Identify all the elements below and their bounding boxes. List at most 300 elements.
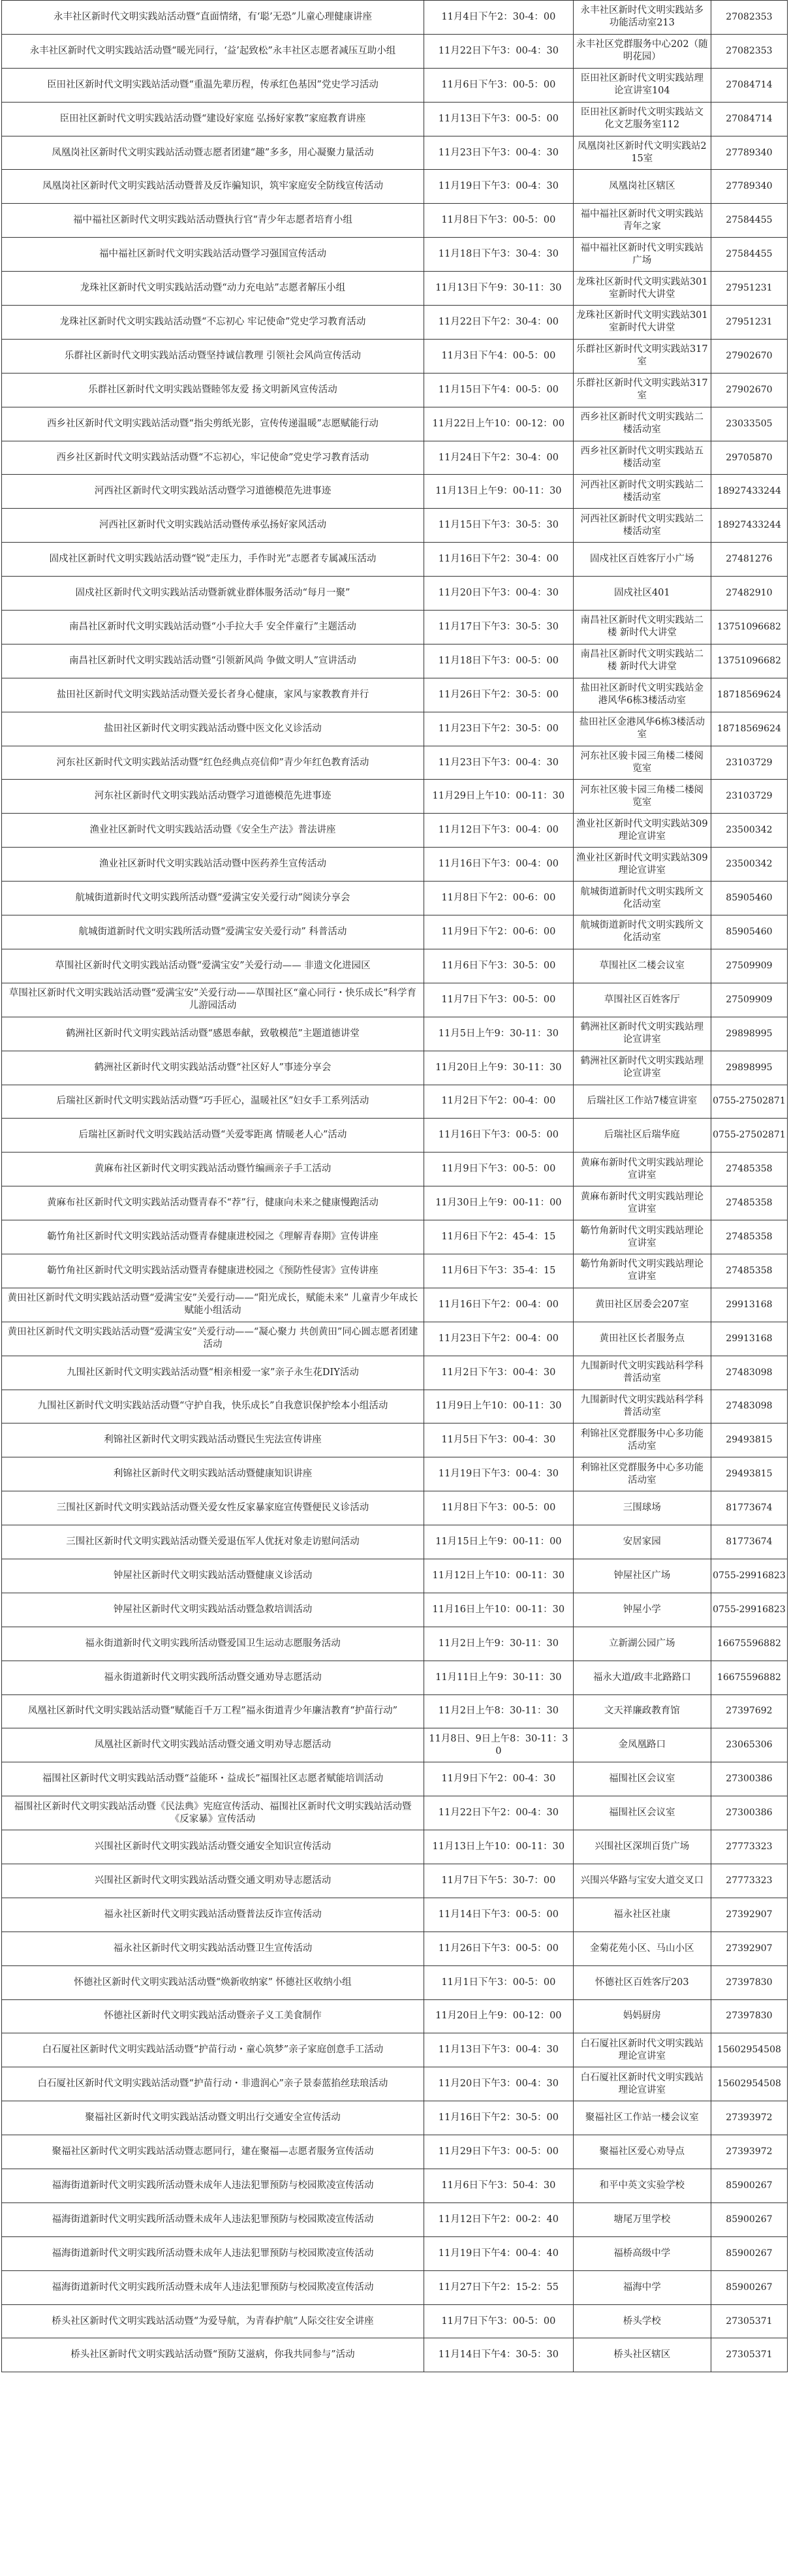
table-row [2,1627,788,1661]
time-cell: 11月14日下午3：00-5：00 [424,1898,573,1932]
phone-cell: 27485358 [711,1220,787,1254]
place-cell: 九围新时代文明实践站科学科普活动室 [573,1356,711,1390]
table-row [2,1,788,35]
phone-cell: 29493815 [711,1423,787,1457]
time-cell: 11月29日上午10：00-11：30 [424,780,573,814]
table-row [2,373,788,407]
phone-cell: 27485358 [711,1153,787,1186]
table-row [2,1051,788,1085]
time-cell: 11月8日、9日上午8：30-11：30 [424,1728,573,1762]
table-row [2,644,788,678]
place-cell: 和平中英文实验学校 [573,2169,711,2203]
place-cell: 黄田社区长者服务点 [573,1322,711,1356]
activity-cell: 渔业社区新时代文明实践站活动暨《安全生产法》普法讲座 [2,814,424,848]
phone-cell: 85905460 [711,915,787,949]
time-cell: 11月16日下午2：30-5：00 [424,2101,573,2135]
time-cell: 11月29日下午3：00-5：00 [424,2135,573,2169]
place-cell: 鹤洲社区新时代文明实践站理论宣讲室 [573,1017,711,1051]
time-cell: 11月9日下午2：00-4：30 [424,1762,573,1796]
place-cell: 臣田社区新时代文明实践站理论宣讲室104 [573,68,711,102]
table-row [2,1322,788,1356]
activity-cell: 福海街道新时代文明实践所活动暨未成年人违法犯罪预防与校园欺凌宣传活动 [2,2270,424,2304]
place-cell: 草围社区百姓客厅 [573,983,711,1017]
place-cell: 永丰社区党群服务中心202（随明花园） [573,34,711,68]
place-cell: 龙珠社区新时代文明实践站301室新时代大讲堂 [573,272,711,306]
activity-cell: 龙珠社区新时代文明实践站活动暨“动力充电站”志愿者解压小组 [2,272,424,306]
time-cell: 11月16日下午3：00-4：00 [424,848,573,882]
table-row [2,306,788,340]
table-row [2,2338,788,2372]
table-row [2,1390,788,1423]
table-row [2,1491,788,1525]
activity-cell: 九围社区新时代文明实践站活动暨“守护自我，快乐成长”自我意识保护绘本小组活动 [2,1390,424,1423]
place-cell: 立新湖公园广场 [573,1627,711,1661]
table-row [2,2169,788,2203]
place-cell: 福海中学 [573,2270,711,2304]
activity-cell: 南昌社区新时代文明实践站活动暨“小手拉大手 安全伴童行”主题活动 [2,611,424,644]
time-cell: 11月23日下午3：00-4：30 [424,136,573,170]
activity-cell: 臣田社区新时代文明实践站活动暨“重温先辈历程，传承红色基因”党史学习活动 [2,68,424,102]
time-cell: 11月7日下午3：00-5：00 [424,2304,573,2338]
phone-cell: 27584455 [711,204,787,238]
table-row [2,238,788,272]
table-row [2,983,788,1017]
time-cell: 11月16日下午2：00-4：00 [424,1288,573,1322]
phone-cell: 16675596882 [711,1627,787,1661]
phone-cell: 27509909 [711,983,787,1017]
place-cell: 固戍社区401 [573,577,711,611]
table-row [2,1017,788,1051]
phone-cell: 27509909 [711,949,787,983]
table-row [2,441,788,475]
phone-cell: 0755-27502871 [711,1085,787,1119]
activity-cell: 西乡社区新时代文明实践站活动暨“不忘初心，牢记使命”党史学习教育活动 [2,441,424,475]
place-cell: 白石厦社区新时代文明实践站理论宣讲室 [573,2067,711,2101]
place-cell: 钟屋小学 [573,1593,711,1627]
table-row [2,1186,788,1220]
time-cell: 11月16日上午10：00-11：30 [424,1593,573,1627]
time-cell: 11月3日下午4：00-5：00 [424,339,573,373]
phone-cell: 27305371 [711,2338,787,2372]
time-cell: 11月4日下午2：30-4：00 [424,1,573,35]
place-cell: 盐田社区新时代文明实践站金港风华6栋3楼活动室 [573,678,711,712]
time-cell: 11月6日下午3：50-4：30 [424,2169,573,2203]
phone-cell: 27902670 [711,373,787,407]
time-cell: 11月26日下午2：30-5：00 [424,678,573,712]
place-cell: 后瑞社区工作站7楼宣讲室 [573,1085,711,1119]
activity-cell: 福中福社区新时代文明实践站活动暨执行官“青少年志愿者培育小组 [2,204,424,238]
time-cell: 11月19日下午3：00-4：30 [424,170,573,204]
phone-cell: 0755-29916823 [711,1559,787,1593]
activity-cell: 永丰社区新时代文明实践站活动暨“直面情绪，有‘聪’无恐”儿童心理健康讲座 [2,1,424,35]
activity-cell: 航城街道新时代文明实践所活动暨“爱满宝安关爱行动” 科普活动 [2,915,424,949]
place-cell: 桥头学校 [573,2304,711,2338]
place-cell: 河西社区新时代文明实践站二楼活动室 [573,475,711,509]
place-cell: 航城街道新时代文明实践所文化活动室 [573,882,711,915]
time-cell: 11月8日下午3：00-5：00 [424,204,573,238]
time-cell: 11月20日下午3：00-4：30 [424,2067,573,2101]
table-row [2,814,788,848]
activity-cell: 南昌社区新时代文明实践站活动暨“引领新风尚 争做文明人”宣讲活动 [2,644,424,678]
activity-cell: 福永社区新时代文明实践站活动暨卫生宣传活动 [2,1932,424,1965]
table-row [2,915,788,949]
table-row [2,2033,788,2067]
table-row [2,272,788,306]
place-cell: 九围新时代文明实践站科学科普活动室 [573,1390,711,1423]
table-row [2,1254,788,1288]
table-row [2,509,788,543]
table-row [2,2135,788,2169]
table-row [2,1830,788,1864]
time-cell: 11月6日下午3：30-5：00 [424,949,573,983]
time-cell: 11月12日下午3：00-4：00 [424,814,573,848]
activity-cell: 白石厦社区新时代文明实践站活动暨“护苗行动・非遗润心”亲子景泰蓝掐丝珐琅活动 [2,2067,424,2101]
activity-cell: 桥头社区新时代文明实践站活动暨“预防艾滋病，你我共同参与”活动 [2,2338,424,2372]
activity-cell: 草围社区新时代文明实践站活动暨“爱满宝安”关爱行动——草围社区“童心同行・快乐成长”科学育儿游园活动 [2,983,424,1017]
table-row [2,204,788,238]
table-row [2,1119,788,1153]
table-row [2,543,788,577]
time-cell: 11月16日下午3：00-5：00 [424,1119,573,1153]
place-cell: 鹤洲社区新时代文明实践站理论宣讲室 [573,1051,711,1085]
activity-cell: 兴围社区新时代文明实践站活动暨交通文明劝导志愿活动 [2,1864,424,1898]
place-cell: 安居家园 [573,1525,711,1559]
place-cell: 金凤凰路口 [573,1728,711,1762]
place-cell: 利锦社区党群服务中心多功能活动室 [573,1423,711,1457]
phone-cell: 27951231 [711,272,787,306]
time-cell: 11月19日下午3：00-4：30 [424,1457,573,1491]
place-cell: 南昌社区新时代文明实践站二楼 新时代大讲堂 [573,611,711,644]
activity-cell: 河东社区新时代文明实践站活动暨学习道德模范先进事迹 [2,780,424,814]
activity-cell: 后瑞社区新时代文明实践站活动暨“巧手匠心，温暖社区”妇女手工系列活动 [2,1085,424,1119]
place-cell: 乐群社区新时代文明实践站317室 [573,373,711,407]
time-cell: 11月26日下午3：00-5：00 [424,1932,573,1965]
place-cell: 聚福社区爱心劝导点 [573,2135,711,2169]
phone-cell: 0755-29916823 [711,1593,787,1627]
table-row [2,136,788,170]
table-row [2,746,788,780]
place-cell: 河西社区新时代文明实践站二楼活动室 [573,509,711,543]
place-cell: 臣田社区新时代文明实践站文化文艺服务室112 [573,102,711,136]
place-cell: 凤凰岗社区辖区 [573,170,711,204]
table-row [2,475,788,509]
phone-cell: 23103729 [711,746,787,780]
time-cell: 11月2日下午2：00-4：00 [424,1085,573,1119]
time-cell: 11月22日下午2：00-4：30 [424,1796,573,1830]
phone-cell: 29705870 [711,441,787,475]
place-cell: 永丰社区新时代文明实践站多功能活动室213 [573,1,711,35]
activity-cell: 福海街道新时代文明实践所活动暨未成年人违法犯罪预防与校园欺凌宣传活动 [2,2169,424,2203]
activity-cell: 盐田社区新时代文明实践站活动暨中医文化义诊活动 [2,712,424,746]
time-cell: 11月13日上午9：00-11：30 [424,475,573,509]
place-cell: 福永大道/政丰北路路口 [573,1661,711,1694]
phone-cell: 27773323 [711,1830,787,1864]
table-row [2,949,788,983]
activity-cell: 凤凰社区新时代文明实践站活动暨“赋能百千万工程”福永街道青少年廉洁教育“护苗行动” [2,1694,424,1728]
activity-cell: 簕竹角社区新时代文明实践站活动暨青春健康进校园之《预防性侵害》宣传讲座 [2,1254,424,1288]
place-cell: 聚福社区工作站一楼会议室 [573,2101,711,2135]
phone-cell: 85900267 [711,2270,787,2304]
activity-cell: 臣田社区新时代文明实践站活动暨“建设好家庭 弘扬好家教”家庭教育讲座 [2,102,424,136]
phone-cell: 27482910 [711,577,787,611]
time-cell: 11月15日下午3：30-5：30 [424,509,573,543]
phone-cell: 85905460 [711,882,787,915]
phone-cell: 27397830 [711,1999,787,2033]
table-row [2,34,788,68]
table-row [2,407,788,441]
activity-cell: 福永街道新时代文明实践所活动暨爱国卫生运动志愿服务活动 [2,1627,424,1661]
activity-cell: 聚福社区新时代文明实践站活动暨志愿同行，建在聚福—志愿者服务宣传活动 [2,2135,424,2169]
table-row [2,1288,788,1322]
activity-cell: 渔业社区新时代文明实践站活动暨中医药养生宣传活动 [2,848,424,882]
phone-cell: 27305371 [711,2304,787,2338]
time-cell: 11月19日下午4：00-4：40 [424,2236,573,2270]
activity-cell: 黄田社区新时代文明实践站活动暨“爱满宝安”关爱行动——“阳光成长，赋能未来” 儿童青少年成长赋能小组活动 [2,1288,424,1322]
phone-cell: 18718569624 [711,712,787,746]
activity-cell: 西乡社区新时代文明实践站活动暨“指尖剪纸光影，宣传传递温暖”志愿赋能行动 [2,407,424,441]
activity-cell: 黄田社区新时代文明实践站活动暨“爱满宝安”关爱行动——“凝心聚力 共创黄田”同心圆志愿者团建活动 [2,1322,424,1356]
phone-cell: 27773323 [711,1864,787,1898]
activity-cell: 福中福社区新时代文明实践站活动暨学习强国宣传活动 [2,238,424,272]
phone-cell: 29913168 [711,1288,787,1322]
place-cell: 兴围社区深圳百货广场 [573,1830,711,1864]
place-cell: 黄田社区居委会207室 [573,1288,711,1322]
activity-cell: 后瑞社区新时代文明实践站活动暨“关爱零距离 情暖老人心”活动 [2,1119,424,1153]
activity-schedule-table [1,0,788,2372]
time-cell: 11月13日下午3：00-4：30 [424,2033,573,2067]
phone-cell: 13751096682 [711,644,787,678]
table-row [2,780,788,814]
place-cell: 凤凰岗社区新时代文明实践站215室 [573,136,711,170]
phone-cell: 27084714 [711,102,787,136]
schedule-rows [2,1,788,2372]
phone-cell: 18927433244 [711,475,787,509]
time-cell: 11月15日上午9：00-11：00 [424,1525,573,1559]
table-row [2,1356,788,1390]
place-cell: 后瑞社区后瑞华庭 [573,1119,711,1153]
table-row [2,170,788,204]
phone-cell: 27393972 [711,2135,787,2169]
phone-cell: 15602954508 [711,2067,787,2101]
table-row [2,2236,788,2270]
place-cell: 利锦社区党群服务中心多功能活动室 [573,1457,711,1491]
place-cell: 福围社区会议室 [573,1762,711,1796]
table-row [2,1525,788,1559]
time-cell: 11月2日下午3：00-4：30 [424,1356,573,1390]
table-row [2,882,788,915]
place-cell: 兴围兴华路与宝安大道交叉口 [573,1864,711,1898]
time-cell: 11月7日下午5：30-7：00 [424,1864,573,1898]
table-row [2,1220,788,1254]
table-row [2,678,788,712]
table-row [2,1423,788,1457]
phone-cell: 27084714 [711,68,787,102]
time-cell: 11月9日下午2：00-6：00 [424,915,573,949]
activity-cell: 乐群社区新时代文明实践站暨睦邻友爱 扬文明新风宣传活动 [2,373,424,407]
time-cell: 11月1日下午3：00-5：00 [424,1965,573,1999]
activity-cell: 黄麻布社区新时代文明实践站活动暨青春不“荐”行，健康向未来之健康慢跑活动 [2,1186,424,1220]
activity-cell: 桥头社区新时代文明实践站活动暨“为爱导航，为青春护航”人际交往安全讲座 [2,2304,424,2338]
activity-cell: 固戍社区新时代文明实践站活动暨新就业群体服务活动“每月一聚” [2,577,424,611]
time-cell: 11月11日上午9：30-11：30 [424,1661,573,1694]
place-cell: 渔业社区新时代文明实践站309理论宣讲室 [573,848,711,882]
phone-cell: 18718569624 [711,678,787,712]
activity-cell: 怀德社区新时代文明实践站活动暨亲子义工美食制作 [2,1999,424,2033]
table-row [2,1457,788,1491]
activity-cell: 固戍社区新时代文明实践站活动暨“锐”走压力，手作时光”志愿者专属减压活动 [2,543,424,577]
time-cell: 11月12日下午2：00-2：40 [424,2202,573,2236]
phone-cell: 27789340 [711,170,787,204]
place-cell: 钟屋社区广场 [573,1559,711,1593]
time-cell: 11月23日下午2：00-4：00 [424,1322,573,1356]
table-row [2,1762,788,1796]
place-cell: 河东社区骏卡园三角楼二楼阅览室 [573,746,711,780]
place-cell: 渔业社区新时代文明实践站309理论宣讲室 [573,814,711,848]
table-row [2,1864,788,1898]
phone-cell: 27481276 [711,543,787,577]
phone-cell: 27483098 [711,1390,787,1423]
table-row [2,1796,788,1830]
table-row [2,1898,788,1932]
table-row [2,611,788,644]
time-cell: 11月23日下午3：00-4：30 [424,746,573,780]
phone-cell: 15602954508 [711,2033,787,2067]
phone-cell: 27902670 [711,339,787,373]
activity-cell: 聚福社区新时代文明实践站活动暨文明出行交通安全宣传活动 [2,2101,424,2135]
place-cell: 白石厦社区新时代文明实践站理论宣讲室 [573,2033,711,2067]
place-cell: 龙珠社区新时代文明实践站301室新时代大讲堂 [573,306,711,340]
time-cell: 11月9日下午3：00-5：00 [424,1153,573,1186]
activity-cell: 盐田社区新时代文明实践站活动暨关爱长者身心健康，家风与家教教育并行 [2,678,424,712]
phone-cell: 23065306 [711,1728,787,1762]
phone-cell: 27789340 [711,136,787,170]
phone-cell: 18927433244 [711,509,787,543]
time-cell: 11月24日下午2：30-4：00 [424,441,573,475]
activity-cell: 兴围社区新时代文明实践站活动暨交通安全知识宣传活动 [2,1830,424,1864]
time-cell: 11月27日下午2：15-2：55 [424,2270,573,2304]
activity-cell: 钟屋社区新时代文明实践站活动暨健康义诊活动 [2,1559,424,1593]
phone-cell: 27584455 [711,238,787,272]
activity-cell: 福海街道新时代文明实践所活动暨未成年人违法犯罪预防与校园欺凌宣传活动 [2,2202,424,2236]
phone-cell: 13751096682 [711,611,787,644]
phone-cell: 29898995 [711,1017,787,1051]
time-cell: 11月8日下午2：00-6：00 [424,882,573,915]
time-cell: 11月18日下午3：30-4：30 [424,238,573,272]
time-cell: 11月7日下午3：00-5：00 [424,983,573,1017]
phone-cell: 27485358 [711,1186,787,1220]
table-row [2,2270,788,2304]
place-cell: 固戍社区百姓客厅小广场 [573,543,711,577]
activity-cell: 黄麻布社区新时代文明实践站活动暨竹编画亲子手工活动 [2,1153,424,1186]
table-row [2,2067,788,2101]
table-row [2,1932,788,1965]
time-cell: 11月22日上午10：00-12：00 [424,407,573,441]
activity-cell: 河西社区新时代文明实践站活动暨传承弘扬好家风活动 [2,509,424,543]
place-cell: 航城街道新时代文明实践所文化活动室 [573,915,711,949]
activity-cell: 河东社区新时代文明实践站活动暨“红色经典点亮信仰”青少年红色教育活动 [2,746,424,780]
time-cell: 11月20日上午9：00-12：00 [424,1999,573,2033]
activity-cell: 乐群社区新时代文明实践站活动暨坚持诚信教理 引领社会风尚宣传活动 [2,339,424,373]
place-cell: 黄麻布新时代文明实践站理论宣讲室 [573,1186,711,1220]
activity-cell: 鹤洲社区新时代文明实践站活动暨“社区好人”事迹分享会 [2,1051,424,1085]
table-row [2,2202,788,2236]
table-row [2,712,788,746]
phone-cell: 27082353 [711,1,787,35]
place-cell: 桥头社区辖区 [573,2338,711,2372]
table-row [2,1999,788,2033]
activity-cell: 福围社区新时代文明实践站活动暨“益能环・益成长”福围社区志愿者赋能培训活动 [2,1762,424,1796]
phone-cell: 27082353 [711,34,787,68]
table-row [2,1085,788,1119]
place-cell: 簕竹角新时代文明实践站理论宣讲室 [573,1220,711,1254]
table-row [2,102,788,136]
phone-cell: 85900267 [711,2236,787,2270]
activity-cell: 福围社区新时代文明实践站活动暨《民法典》宪庭宣传活动、福围社区新时代文明实践站活动暨《反家暴》宣传活动 [2,1796,424,1830]
phone-cell: 27951231 [711,306,787,340]
place-cell: 西乡社区新时代文明实践站五楼活动室 [573,441,711,475]
phone-cell: 27392907 [711,1898,787,1932]
time-cell: 11月23日下午2：30-5：00 [424,712,573,746]
time-cell: 11月17日下午3：30-5：30 [424,611,573,644]
phone-cell: 23033505 [711,407,787,441]
phone-cell: 0755-27502871 [711,1119,787,1153]
time-cell: 11月20日上午9：30-11：30 [424,1051,573,1085]
table-row [2,2304,788,2338]
place-cell: 三围球场 [573,1491,711,1525]
place-cell: 文天祥廉政教育馆 [573,1694,711,1728]
place-cell: 盐田社区金港风华6栋3楼活动室 [573,712,711,746]
table-row [2,1694,788,1728]
place-cell: 妈妈厨房 [573,1999,711,2033]
table-row [2,1965,788,1999]
phone-cell: 81773674 [711,1491,787,1525]
time-cell: 11月5日上午9：30-11：30 [424,1017,573,1051]
phone-cell: 29493815 [711,1457,787,1491]
time-cell: 11月14日下午4：30-5：30 [424,2338,573,2372]
time-cell: 11月22日下午3：00-4：30 [424,34,573,68]
place-cell: 草围社区二楼会议室 [573,949,711,983]
table-row [2,339,788,373]
time-cell: 11月9日上午10：00-11：30 [424,1390,573,1423]
time-cell: 11月6日下午2：45-4：15 [424,1220,573,1254]
phone-cell: 27397830 [711,1965,787,1999]
table-row [2,2101,788,2135]
time-cell: 11月5日下午3：00-4：30 [424,1423,573,1457]
time-cell: 11月6日下午3：35-4：15 [424,1254,573,1288]
activity-cell: 福永社区新时代文明实践站活动暨普法反诈宣传活动 [2,1898,424,1932]
activity-cell: 河西社区新时代文明实践站活动暨学习道德模范先进事迹 [2,475,424,509]
place-cell: 福围社区会议室 [573,1796,711,1830]
place-cell: 金菊花苑小区、马山小区 [573,1932,711,1965]
phone-cell: 27483098 [711,1356,787,1390]
place-cell: 簕竹角新时代文明实践站理论宣讲室 [573,1254,711,1288]
activity-cell: 福海街道新时代文明实践所活动暨未成年人违法犯罪预防与校园欺凌宣传活动 [2,2236,424,2270]
place-cell: 南昌社区新时代文明实践站二楼 新时代大讲堂 [573,644,711,678]
time-cell: 11月18日下午3：00-5：00 [424,644,573,678]
phone-cell: 85900267 [711,2202,787,2236]
activity-cell: 白石厦社区新时代文明实践站活动暨“护苗行动・童心筑梦”亲子家庭创意手工活动 [2,2033,424,2067]
place-cell: 西乡社区新时代文明实践站二楼活动室 [573,407,711,441]
table-row [2,848,788,882]
table-row [2,577,788,611]
time-cell: 11月13日上午10：00-11：30 [424,1830,573,1864]
place-cell: 福中福社区新时代文明实践站青年之家 [573,204,711,238]
activity-cell: 航城街道新时代文明实践所活动暨“爱满宝安关爱行动”阅读分享会 [2,882,424,915]
activity-cell: 草围社区新时代文明实践站活动暨“爱满宝安”关爱行动—— 非遗文化进园区 [2,949,424,983]
time-cell: 11月22日下午2：30-4：00 [424,306,573,340]
activity-cell: 福永街道新时代文明实践所活动暨交通劝导志愿活动 [2,1661,424,1694]
place-cell: 福中福社区新时代文明实践站广场 [573,238,711,272]
